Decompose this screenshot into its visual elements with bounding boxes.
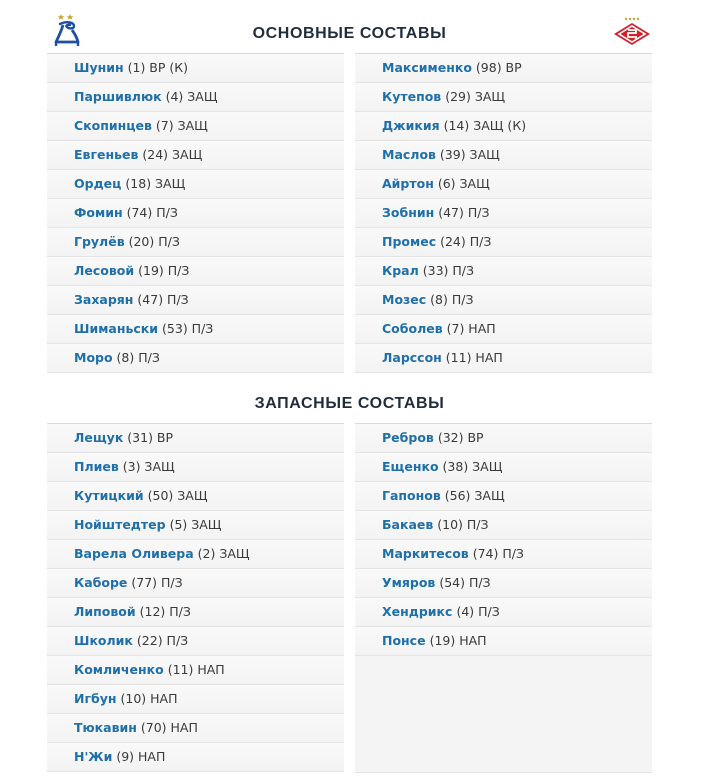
player-row [47, 228, 344, 257]
player-row [355, 511, 652, 540]
player-name-link[interactable]: Комличенко [74, 662, 164, 677]
away-main-list [355, 53, 652, 373]
player-info: (14) ЗАЩ (К) [443, 118, 527, 133]
player-name-link[interactable]: Каборе [74, 575, 128, 590]
player-name-link[interactable]: Н'Жи [74, 749, 113, 764]
player-row [355, 540, 652, 569]
player-row [47, 714, 344, 743]
player-info: (47) П/З [438, 205, 490, 220]
player-info: (10) НАП [120, 691, 178, 706]
player-row [47, 54, 344, 83]
player-name-link[interactable]: Шиманьски [74, 321, 159, 336]
player-info: (10) П/З [437, 517, 489, 532]
home-main-list [47, 53, 344, 373]
player-name-link[interactable]: Умяров [382, 575, 436, 590]
player-row [47, 315, 344, 344]
player-name-link[interactable]: Школик [74, 633, 133, 648]
away-subs-list [355, 423, 652, 773]
player-name-link[interactable]: Плиев [74, 459, 119, 474]
player-row [355, 54, 652, 83]
player-name-link[interactable]: Лещук [74, 430, 124, 445]
player-info: (50) ЗАЩ [147, 488, 208, 503]
player-name-link[interactable]: Максименко [382, 60, 472, 75]
player-row [47, 83, 344, 112]
player-info: (3) ЗАЩ [122, 459, 175, 474]
player-row [47, 344, 344, 373]
player-row [47, 743, 344, 772]
player-name-link[interactable]: Лесовой [74, 263, 135, 278]
player-row [47, 286, 344, 315]
player-row [47, 141, 344, 170]
player-info: (7) НАП [446, 321, 496, 336]
player-name-link[interactable]: Соболев [382, 321, 443, 336]
player-name-link[interactable]: Моро [74, 350, 113, 365]
player-name-link[interactable]: Тюкавин [74, 720, 137, 735]
player-name-link[interactable]: Бакаев [382, 517, 434, 532]
player-name-link[interactable]: Игбун [74, 691, 117, 706]
player-info: (18) ЗАЩ [125, 176, 186, 191]
player-info: (32) ВР [437, 430, 484, 445]
player-row [47, 453, 344, 482]
player-name-link[interactable]: Евгеньев [74, 147, 139, 162]
player-info: (4) П/З [456, 604, 500, 619]
player-row [355, 482, 652, 511]
player-name-link[interactable]: Захарян [74, 292, 134, 307]
player-info: (19) НАП [429, 633, 487, 648]
player-row [47, 627, 344, 656]
player-name-link[interactable]: Шунин [74, 60, 124, 75]
subs-lineups-title: ЗАПАСНЫЕ СОСТАВЫ [254, 395, 445, 412]
player-info: (8) П/З [116, 350, 160, 365]
player-row [47, 569, 344, 598]
player-row [355, 627, 652, 656]
player-name-link[interactable]: Айртон [382, 176, 434, 191]
player-name-link[interactable]: Ордец [74, 176, 122, 191]
player-row [355, 170, 652, 199]
home-subs-list [47, 423, 344, 772]
player-name-link[interactable]: Кутицкий [74, 488, 144, 503]
player-name-link[interactable]: Грулёв [74, 234, 125, 249]
player-info: (98) ВР [475, 60, 522, 75]
player-row [47, 656, 344, 685]
player-name-link[interactable]: Мозес [382, 292, 427, 307]
player-info: (39) ЗАЩ [439, 147, 500, 162]
player-name-link[interactable]: Ларссон [382, 350, 442, 365]
player-row [47, 112, 344, 141]
player-info: (74) П/З [126, 205, 178, 220]
player-row [355, 569, 652, 598]
player-name-link[interactable]: Фомин [74, 205, 123, 220]
player-row [355, 286, 652, 315]
player-info: (38) ЗАЩ [442, 459, 503, 474]
player-row [355, 228, 652, 257]
player-row [355, 112, 652, 141]
player-name-link[interactable]: Крал [382, 263, 419, 278]
player-row [355, 315, 652, 344]
player-row [355, 598, 652, 627]
player-info: (53) П/З [162, 321, 214, 336]
player-name-link[interactable]: Маркитесов [382, 546, 469, 561]
player-row [47, 170, 344, 199]
player-info: (11) НАП [167, 662, 225, 677]
empty-filler [355, 656, 652, 773]
player-info: (70) НАП [140, 720, 198, 735]
player-name-link[interactable]: Ещенко [382, 459, 439, 474]
player-info: (33) П/З [422, 263, 475, 278]
player-row [47, 511, 344, 540]
player-name-link[interactable]: Кутепов [382, 89, 442, 104]
player-row [47, 424, 344, 453]
player-name-link[interactable]: Понсе [382, 633, 426, 648]
player-info: (2) ЗАЩ [197, 546, 250, 561]
player-name-link[interactable]: Нойштедтер [74, 517, 166, 532]
player-info: (5) ЗАЩ [169, 517, 222, 532]
player-name-link[interactable]: Джикия [382, 118, 440, 133]
player-row [355, 344, 652, 373]
player-name-link[interactable]: Паршивлюк [74, 89, 162, 104]
player-info: (11) НАП [445, 350, 503, 365]
player-info: (7) ЗАЩ [155, 118, 208, 133]
player-info: (47) П/З [137, 292, 189, 307]
player-name-link[interactable]: Промес [382, 234, 437, 249]
player-name-link[interactable]: Скопинцев [74, 118, 152, 133]
player-name-link[interactable]: Зобнин [382, 205, 435, 220]
player-info: (54) П/З [439, 575, 491, 590]
player-row [355, 453, 652, 482]
player-info: (1) ВР (К) [127, 60, 189, 75]
player-info: (6) ЗАЩ [437, 176, 490, 191]
player-info: (24) П/З [440, 234, 492, 249]
player-info: (56) ЗАЩ [444, 488, 505, 503]
player-name-link[interactable]: Варела Оливера [74, 546, 194, 561]
player-row [355, 83, 652, 112]
player-info: (22) П/З [136, 633, 189, 648]
player-name-link[interactable]: Маслов [382, 147, 436, 162]
player-info: (24) ЗАЩ [142, 147, 203, 162]
player-row [355, 424, 652, 453]
player-name-link[interactable]: Ребров [382, 430, 434, 445]
player-info: (77) П/З [131, 575, 183, 590]
player-info: (19) П/З [138, 263, 190, 278]
player-row [355, 199, 652, 228]
player-row [355, 141, 652, 170]
player-info: (9) НАП [116, 749, 166, 764]
player-row [47, 540, 344, 569]
player-info: (74) П/З [472, 546, 524, 561]
player-info: (8) П/З [430, 292, 474, 307]
player-info: (31) ВР [127, 430, 174, 445]
player-row [47, 598, 344, 627]
main-lineups-title: ОСНОВНЫЕ СОСТАВЫ [252, 25, 447, 42]
player-info: (12) П/З [139, 604, 191, 619]
player-row [47, 685, 344, 714]
player-info: (4) ЗАЩ [165, 89, 218, 104]
player-info: (29) ЗАЩ [445, 89, 506, 104]
player-row [47, 199, 344, 228]
player-name-link[interactable]: Хендрикс [382, 604, 453, 619]
player-row [47, 257, 344, 286]
player-name-link[interactable]: Липовой [74, 604, 136, 619]
player-row [355, 257, 652, 286]
player-name-link[interactable]: Гапонов [382, 488, 441, 503]
player-info: (20) П/З [128, 234, 180, 249]
player-row [47, 482, 344, 511]
